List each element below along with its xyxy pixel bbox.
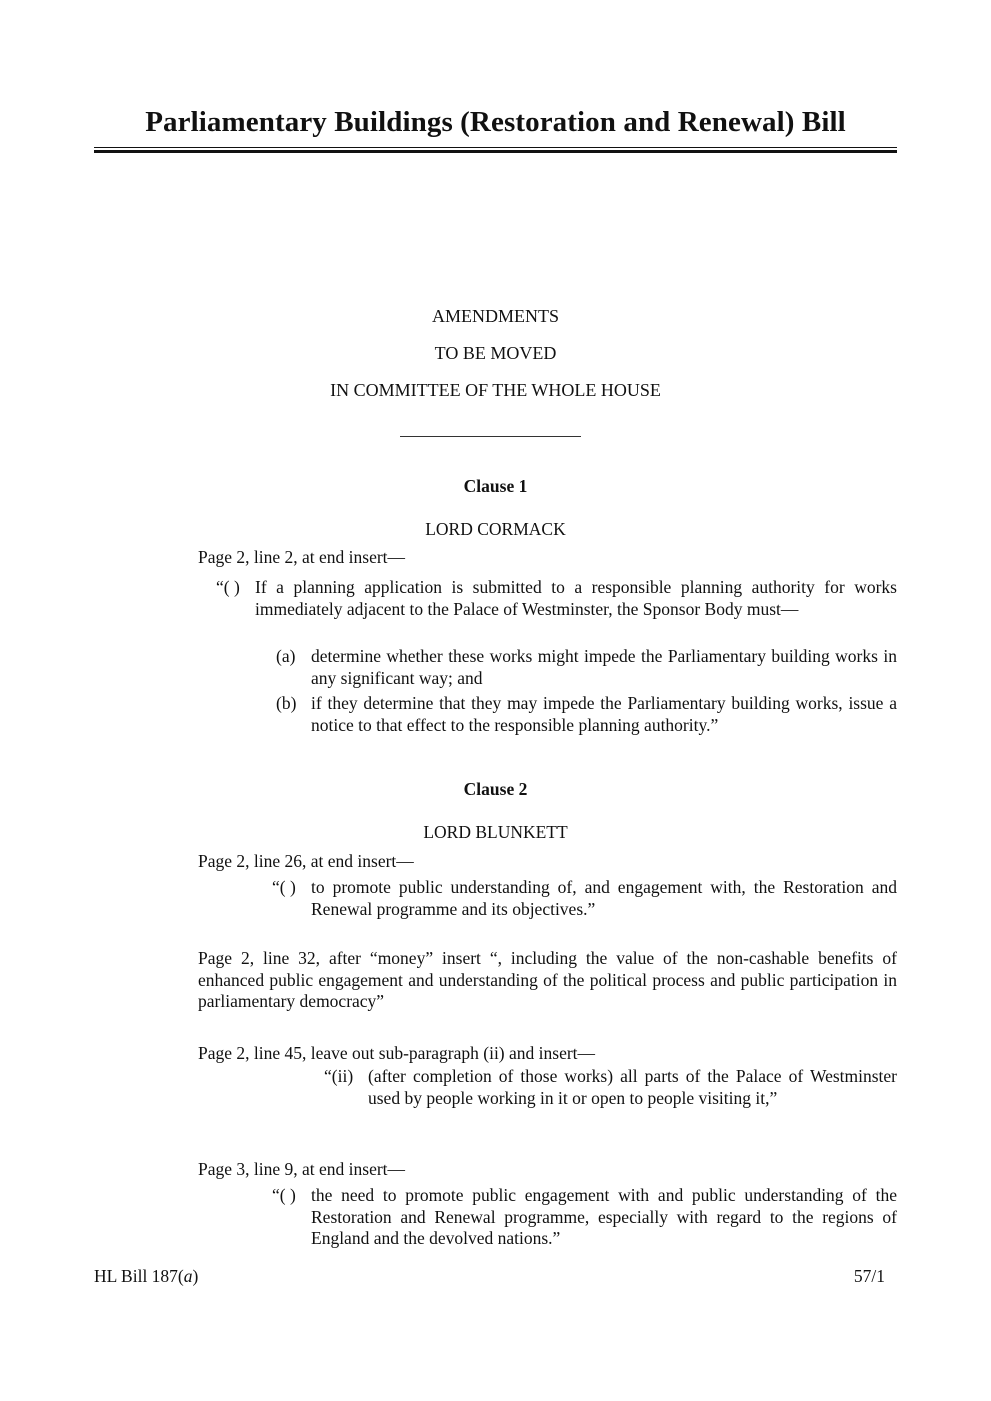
item-number: (b) bbox=[276, 693, 297, 713]
title-rule-thick bbox=[94, 150, 897, 153]
amendment-2-instruction: Page 2, line 26, at end insert— bbox=[198, 851, 414, 871]
insert-text: (after completion of those works) all parts of the Palace of Westminster used by people working in it or open to people visiting it,” bbox=[368, 1066, 897, 1108]
amendment-5-insert bbox=[272, 1185, 897, 1250]
insert-text: the need to promote public engagement with and public understanding of the Restoration and Renewal programme, especially with regard to the regions of England and the devolved nations.” bbox=[311, 1185, 897, 1248]
insert-number: “( ) bbox=[272, 1185, 296, 1205]
amendment-1-item-a bbox=[276, 646, 897, 689]
page-reference: 57/1 bbox=[853, 1266, 885, 1286]
item-number: (a) bbox=[276, 646, 296, 666]
insert-text: If a planning application is submitted to a responsible planning authority for works immediately adjacent to the Palace of Westminster, the Sponsor Body must— bbox=[255, 577, 897, 619]
bill-number bbox=[94, 1266, 198, 1287]
clause-1-heading: Clause 1 bbox=[463, 476, 528, 496]
amendment-1-item-b bbox=[276, 693, 897, 736]
bill-title: Parliamentary Buildings (Restoration and Renewal) Bill bbox=[145, 106, 846, 138]
amendment-4-instruction: Page 2, line 45, leave out sub-paragraph (ii) and insert— bbox=[198, 1043, 596, 1063]
insert-text: to promote public understanding of, and engagement with, the Restoration and Renewal programme and its objectives.” bbox=[311, 877, 897, 919]
amendment-2-insert bbox=[272, 877, 897, 920]
amendment-4-insert bbox=[324, 1066, 897, 1109]
bill-number-suffix: ) bbox=[192, 1266, 199, 1286]
intro-amendments: AMENDMENTS bbox=[431, 306, 559, 326]
clause-2-member: LORD BLUNKETT bbox=[423, 822, 568, 842]
insert-number: “(ii) bbox=[324, 1066, 354, 1086]
bill-number-prefix: HL Bill 187( bbox=[94, 1266, 184, 1286]
bill-number-italic: a bbox=[183, 1266, 193, 1286]
item-text: if they determine that they may impede the Parliamentary building works, issue a notice to that effect to the responsible planning authority.” bbox=[311, 693, 897, 735]
clause-1-member: LORD CORMACK bbox=[425, 519, 566, 539]
insert-number: “( ) bbox=[272, 877, 296, 897]
intro-to-be-moved: TO BE MOVED bbox=[434, 343, 557, 363]
intro-committee: IN COMMITTEE OF THE WHOLE HOUSE bbox=[330, 380, 661, 400]
title-rule-thin bbox=[94, 147, 897, 148]
amendment-5-instruction: Page 3, line 9, at end insert— bbox=[198, 1159, 406, 1179]
separator-rule bbox=[400, 436, 581, 437]
item-text: determine whether these works might impede the Parliamentary building works in any significant way; and bbox=[311, 646, 897, 688]
amendment-1-insert bbox=[216, 577, 897, 620]
amendment-1-instruction: Page 2, line 2, at end insert— bbox=[198, 547, 406, 567]
clause-2-heading: Clause 2 bbox=[463, 779, 528, 799]
insert-number: “( ) bbox=[216, 577, 240, 597]
amendment-3-instruction: Page 2, line 32, after “money” insert “, including the value of the non-cashable benefits of enhanced public engagement and understanding of the political process and public participation in parliamentary democracy” bbox=[198, 948, 897, 1011]
